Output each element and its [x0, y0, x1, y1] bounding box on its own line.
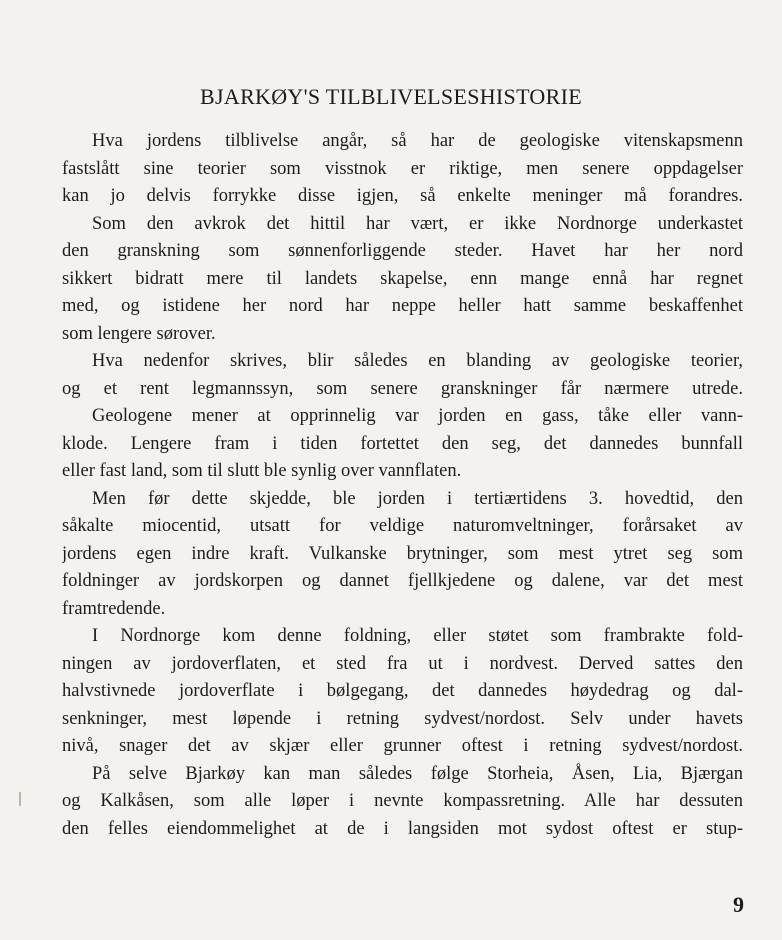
text-line: med, og istidene her nord har neppe heller hatt samme beskaffenhet — [62, 296, 743, 316]
text-line: den felles eiendommelighet at de i langsiden mot sydost oftest er stup- — [62, 818, 743, 839]
text-line: På selve Bjarkøy kan man således følge Storheia, Åsen, Lia, Bjærgan — [92, 763, 743, 784]
text-line: Hva jordens tilblivelse angår, så har de geologiske vitenskapsmenn — [92, 131, 743, 151]
body-text — [62, 128, 743, 843]
text-line: Geologene mener at opprinnelig var jorden en gass, tåke eller vann- — [92, 406, 743, 426]
text-line: senkninger, mest løpende i retning sydvest/nordost. Selv under havets — [62, 708, 743, 729]
text-line: sikkert bidratt mere til landets skapelse, enn mange ennå har regnet — [62, 268, 743, 289]
text-line: såkalte miocentid, utsatt for veldige naturomveltninger, forårsaket av — [62, 516, 743, 536]
text-line: klode. Lengere fram i tiden fortettet den seg, det dannedes bunnfall — [62, 433, 743, 454]
text-line: ningen av jordoverflaten, et sted fra ut i nordvest. Derved sattes den — [62, 653, 743, 674]
text-line: og et rent legmannssyn, som senere granskninger får nærmere utrede. — [62, 378, 743, 399]
text-line: Hva nedenfor skrives, blir således en blanding av geologiske teorier, — [92, 351, 743, 371]
text-line: jordens egen indre kraft. Vulkanske brytninger, som mest ytret seg som — [62, 543, 743, 564]
page-number: 9 — [733, 892, 744, 917]
text-line: nivå, snager det av skjær eller grunner oftest i retning sydvest/nordost. — [62, 736, 743, 756]
text-line: halvstivnede jordoverflate i bølgegang, det dannedes høydedrag og dal- — [62, 681, 743, 701]
text-line: eller fast land, som til slutt ble synlig over vannflaten. — [62, 461, 462, 481]
margin-mark — [19, 792, 21, 806]
text-line: Som den avkrok det hittil har vært, er ikke Nordnorge underkastet — [92, 213, 743, 234]
text-line: framtredende. — [62, 598, 166, 619]
text-line: foldninger av jordskorpen og dannet fjellkjedene og dalene, var det mest — [62, 571, 743, 591]
text-line: fastslått sine teorier som visstnok er riktige, men senere oppdagelser — [62, 158, 743, 179]
chapter-title: BJARKØY'S TILBLIVELSESHISTORIE — [200, 84, 582, 109]
text-line: og Kalkåsen, som alle løper i nevnte kompassretning. Alle har dessuten — [62, 791, 743, 811]
text-line: som lengere sørover. — [62, 323, 216, 344]
text-line: Men før dette skjedde, ble jorden i tertiærtidens 3. hovedtid, den — [92, 488, 743, 509]
text-line: kan jo delvis forrykke disse igjen, så enkelte meninger må forandres. — [62, 186, 743, 206]
text-line: den granskning som sønnenforliggende steder. Havet har her nord — [62, 241, 743, 261]
text-line: I Nordnorge kom denne foldning, eller støtet som frambrakte fold- — [92, 626, 743, 646]
